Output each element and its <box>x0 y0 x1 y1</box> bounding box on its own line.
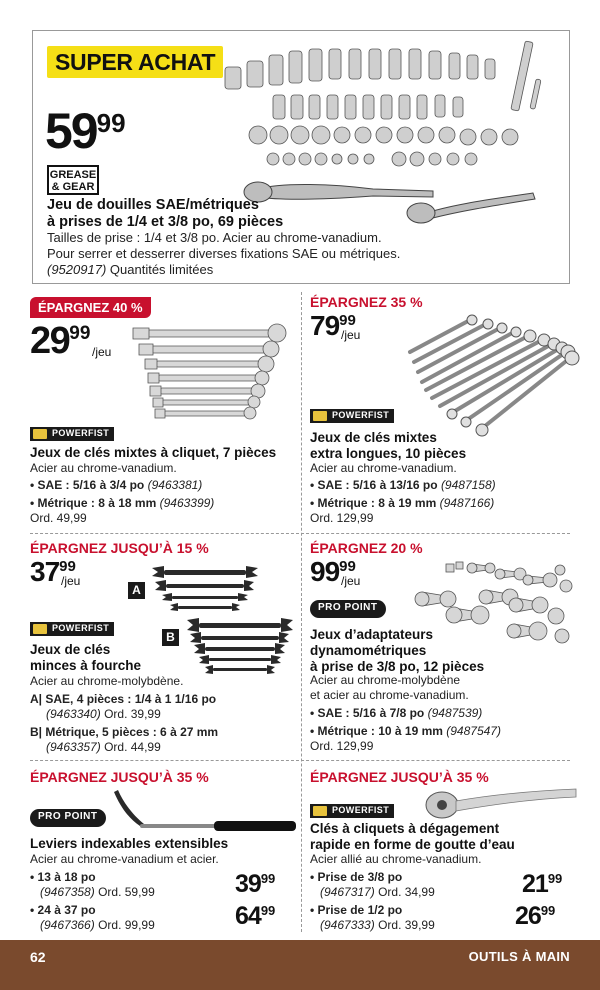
p5-opt1-price <box>235 872 275 897</box>
p3-optA-label: A| SAE, 4 pièces : 1/4 à 1 1/16 po <box>30 692 217 706</box>
p2-savings: ÉPARGNEZ 35 % <box>310 294 423 310</box>
p1-option-2 <box>30 496 214 511</box>
p5-details <box>30 852 219 933</box>
section-title: OUTILS À MAIN <box>468 949 570 964</box>
p5-opt1-price-cents: 99 <box>260 871 276 886</box>
p4-price-cents: 99 <box>339 558 356 575</box>
p4-opt2-sku: (9487547) <box>446 724 501 738</box>
p4-price-unit: /jeu <box>341 574 361 588</box>
hero-desc-line2: Pour serrer et desserrer diverses fixations SAE ou métriques. <box>47 246 401 261</box>
hero-title-line1: Jeu de douilles SAE/métriques <box>47 197 259 213</box>
p4-title <box>310 627 484 675</box>
p2-price-main: 79 <box>310 310 340 341</box>
p6-opt2-label: • Prise de 1/2 po <box>310 903 403 917</box>
page-number: 62 <box>30 949 46 965</box>
row-divider-2 <box>30 760 570 761</box>
p2-title-line2: extra longues, 10 pièces <box>310 446 467 461</box>
hero-sku-line <box>47 262 400 278</box>
hero-price <box>45 103 126 159</box>
p1-price-main: 29 <box>30 320 70 362</box>
p5-opt2-regular: Ord. 99,99 <box>98 918 155 932</box>
p5-opt2-label: • 24 à 37 po <box>30 903 96 917</box>
p1-opt1-sku: (9463381) <box>147 478 203 492</box>
p3-label-a: A <box>128 582 145 599</box>
p4-opt1-label: • SAE : 5/16 à 7/8 po <box>310 706 425 720</box>
p1-regular-price: Ord. 49,99 <box>30 511 87 525</box>
p3-price-main: 37 <box>30 556 60 587</box>
p4-price-main: 99 <box>310 556 340 587</box>
p5-opt2-meta <box>30 918 219 933</box>
hero-title-line2: à prises de 1/4 et 3/8 po, 69 pièces <box>47 214 284 230</box>
p2-price-cents: 99 <box>339 312 356 329</box>
open-end-wrench-set-a-image <box>150 564 260 614</box>
p4-details <box>310 673 501 754</box>
p3-price <box>30 556 81 588</box>
p5-opt2-price <box>235 904 275 929</box>
p3-optA-sku: (9463340) <box>46 707 101 721</box>
p3-brand-powerfist: POWERFIST <box>30 622 114 636</box>
p1-opt2-label: • Métrique : 8 à 18 mm <box>30 496 157 510</box>
p5-opt1-meta <box>30 885 219 900</box>
p3-optA-meta <box>30 707 218 722</box>
p6-material: Acier allié au chrome-vanadium. <box>310 852 482 866</box>
p1-material: Acier au chrome-vanadium. <box>30 461 177 475</box>
p4-savings: ÉPARGNEZ 20 % <box>310 540 423 556</box>
p3-optB-regular: Ord. 44,99 <box>104 740 161 754</box>
p4-title-line3: à prise de 3/8 po, 12 pièces <box>310 659 485 674</box>
page-footer <box>0 940 600 990</box>
p6-title-line2: rapide en forme de goutte d’eau <box>310 837 515 852</box>
p1-price-unit: /jeu <box>92 345 112 359</box>
p3-optA-regular: Ord. 39,99 <box>104 707 161 721</box>
p3-price-cents: 99 <box>59 558 76 575</box>
p5-savings: ÉPARGNEZ JUSQU’À 35 % <box>30 769 209 785</box>
p1-savings-badge: ÉPARGNEZ 40 % <box>30 297 151 318</box>
p1-opt2-sku: (9463399) <box>159 496 215 510</box>
teardrop-ratchet-image <box>420 783 580 823</box>
p6-opt1-label: • Prise de 3/8 po <box>310 870 403 884</box>
p5-opt1-price-main: 39 <box>235 870 261 898</box>
hero-description <box>47 230 400 278</box>
p6-details <box>310 852 481 933</box>
hero-deal-box <box>32 30 570 284</box>
p4-title-line2: dynamométriques <box>310 643 427 658</box>
p6-opt1-regular: Ord. 34,99 <box>378 885 435 899</box>
p2-price <box>310 310 361 342</box>
p5-opt2-price-cents: 99 <box>260 903 276 918</box>
p4-title-line1: Jeux d’adaptateurs <box>310 627 434 642</box>
p5-material: Acier au chrome-vanadium et acier. <box>30 852 219 866</box>
p6-opt2-price <box>515 904 555 929</box>
hero-limited: Quantités limitées <box>109 262 214 277</box>
p5-opt1-sku: (9467358) <box>40 885 95 899</box>
p3-optB-label: B| Métrique, 5 pièces : 6 à 27 mm <box>30 725 219 739</box>
p6-title <box>310 821 515 853</box>
p3-title <box>30 642 141 674</box>
socket-set-image <box>213 39 563 219</box>
row-divider-1 <box>30 533 570 534</box>
p4-opt1-sku: (9487539) <box>427 706 483 720</box>
p4-opt2-label: • Métrique : 10 à 19 mm <box>310 724 443 738</box>
p3-price-unit: /jeu <box>61 574 81 588</box>
hero-price-cents: 99 <box>96 108 126 138</box>
hero-product-title <box>47 197 283 231</box>
p3-material: Acier au chrome-molybdène. <box>30 674 184 688</box>
p4-price <box>310 556 361 588</box>
p1-brand-powerfist: POWERFIST <box>30 427 114 441</box>
p6-title-line1: Clés à cliquets à dégagement <box>310 821 500 836</box>
p4-material-line2: et acier au chrome-vanadium. <box>310 688 469 702</box>
indexing-pry-bar-image <box>110 788 300 840</box>
p2-title <box>310 430 466 462</box>
p6-brand-powerfist: POWERFIST <box>310 804 394 818</box>
p6-savings: ÉPARGNEZ JUSQU’À 35 % <box>310 769 489 785</box>
p5-opt1-regular: Ord. 59,99 <box>98 885 155 899</box>
p6-opt2-price-cents: 99 <box>540 903 556 918</box>
p6-opt2-sku: (9467333) <box>320 918 375 932</box>
hero-price-main: 59 <box>45 103 97 159</box>
hero-sku: (9520917) <box>47 262 107 277</box>
p3-optB-meta <box>30 740 218 755</box>
p1-title: Jeux de clés mixtes à cliquet, 7 pièces <box>30 445 277 460</box>
p5-title: Leviers indexables extensibles <box>30 836 229 851</box>
p6-opt1-price-main: 21 <box>522 870 548 898</box>
p6-opt1-sku: (9467317) <box>320 885 375 899</box>
p4-option-1 <box>310 706 501 721</box>
p2-option-2 <box>310 496 496 511</box>
p2-material: Acier au chrome-vanadium. <box>310 461 457 475</box>
long-wrench-set-image <box>400 312 580 440</box>
p5-opt2-price-main: 64 <box>235 902 261 930</box>
p2-opt1-sku: (9487158) <box>440 478 496 492</box>
p2-opt1-label: • SAE : 5/16 à 13/16 po <box>310 478 438 492</box>
p3-savings: ÉPARGNEZ JUSQU’À 15 % <box>30 540 209 556</box>
p1-price-cents: 99 <box>69 323 91 344</box>
p5-brand-propoint: PRO POINT <box>30 809 106 827</box>
p2-opt2-label: • Métrique : 8 à 19 mm <box>310 496 437 510</box>
p2-details <box>310 461 496 526</box>
p5-opt2-sku: (9467366) <box>40 918 95 932</box>
p4-option-2 <box>310 724 501 739</box>
p1-opt1-label: • SAE : 5/16 à 3/4 po <box>30 478 145 492</box>
p2-option-1 <box>310 478 496 493</box>
p3-label-b: B <box>162 629 179 646</box>
p6-opt2-meta <box>310 918 481 933</box>
p2-brand-powerfist: POWERFIST <box>310 409 394 423</box>
p4-material-line1: Acier au chrome-molybdène <box>310 673 461 687</box>
p3-optB-sku: (9463357) <box>46 740 101 754</box>
grease-gear-logo-line2: & GEAR <box>51 181 95 193</box>
open-end-wrench-set-b-image <box>185 617 295 677</box>
grease-gear-logo-line1: GREASE <box>49 169 97 181</box>
p1-price <box>30 320 112 362</box>
p6-opt1-price-cents: 99 <box>547 871 563 886</box>
p3-title-line1: Jeux de clés <box>30 642 111 657</box>
p2-title-line1: Jeux de clés mixtes <box>310 430 437 445</box>
grease-gear-logo <box>47 165 99 195</box>
p6-opt1-meta <box>310 885 481 900</box>
p6-opt1-price <box>522 872 562 897</box>
ratcheting-wrench-set-image <box>125 322 295 422</box>
p6-opt2-price-main: 26 <box>515 902 541 930</box>
p2-price-unit: /jeu <box>341 328 361 342</box>
p4-regular-price: Ord. 129,99 <box>310 739 374 753</box>
p1-option-1 <box>30 478 214 493</box>
p4-brand-propoint: PRO POINT <box>310 600 386 618</box>
p5-opt1-label: • 13 à 18 po <box>30 870 96 884</box>
p3-title-line2: minces à fourche <box>30 658 142 673</box>
p6-opt2-regular: Ord. 39,99 <box>378 918 435 932</box>
p2-opt2-sku: (9487166) <box>439 496 495 510</box>
p3-details <box>30 674 218 755</box>
p1-details <box>30 461 214 526</box>
p2-regular-price: Ord. 129,99 <box>310 511 374 525</box>
hero-desc-line1: Tailles de prise : 1/4 et 3/8 po. Acier au chrome-vanadium. <box>47 230 382 245</box>
super-deal-badge: SUPER ACHAT <box>47 46 223 78</box>
column-divider <box>301 292 302 932</box>
